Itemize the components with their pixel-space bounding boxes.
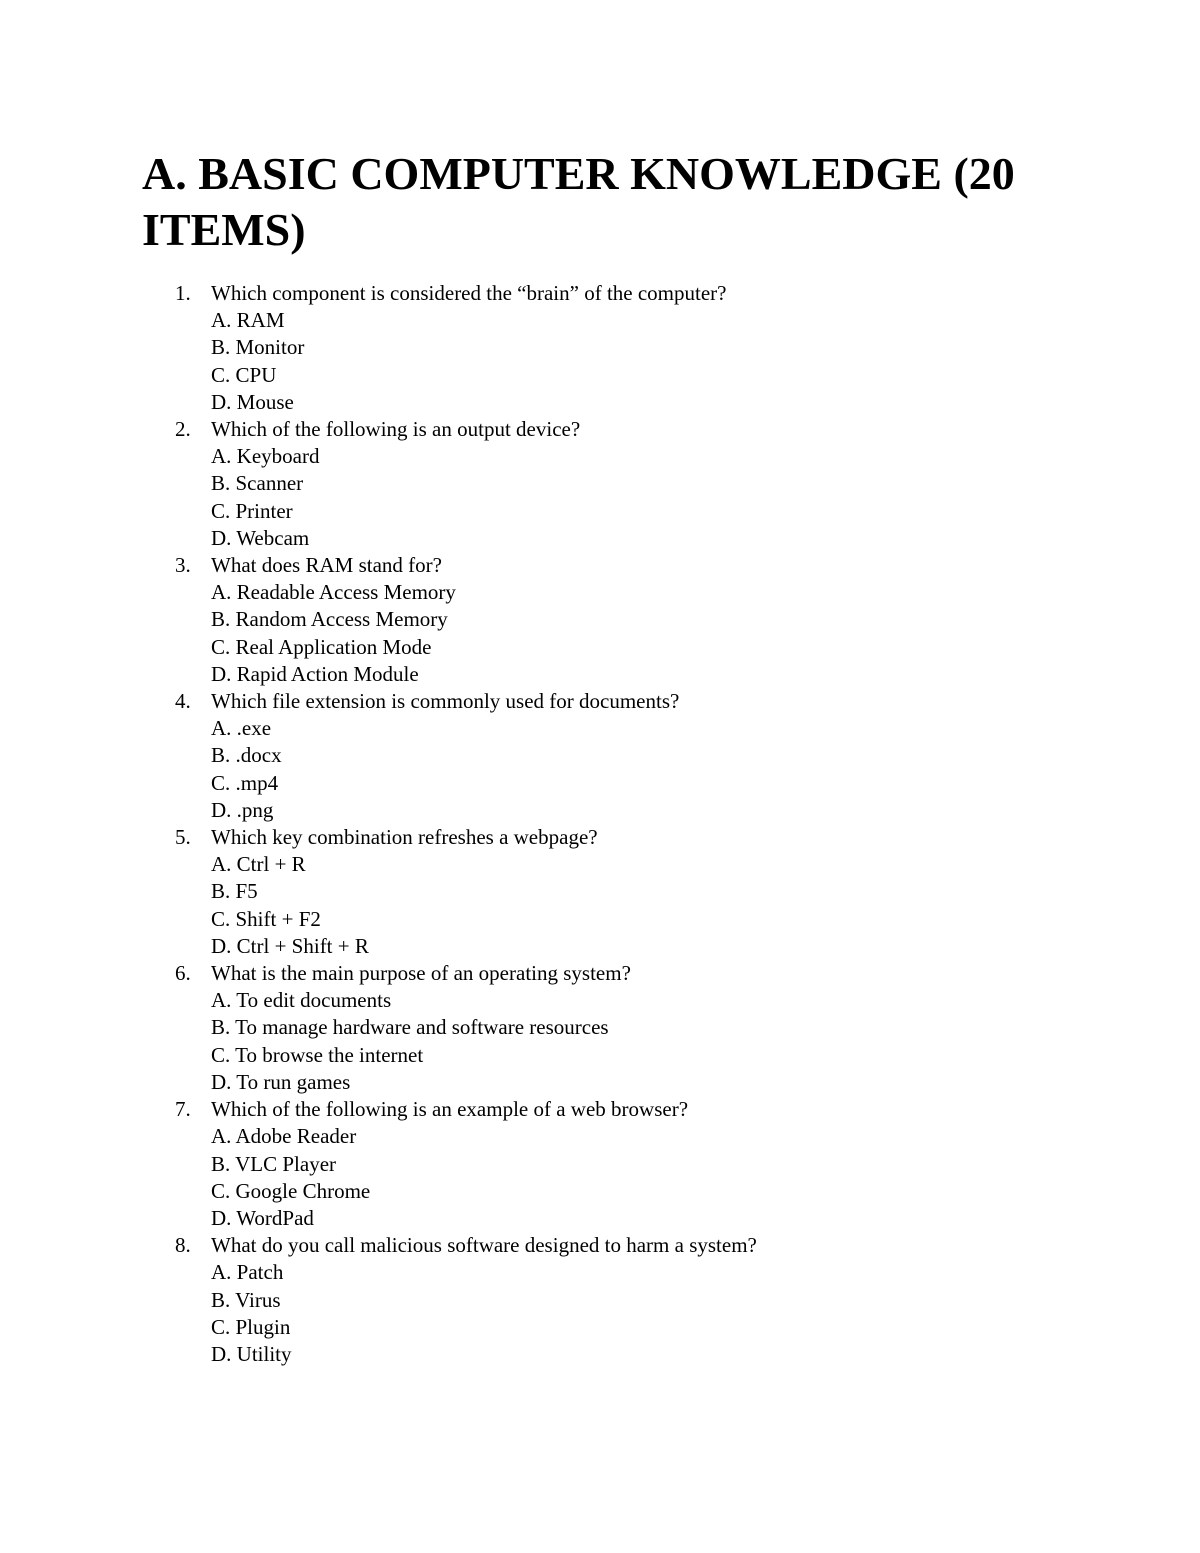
question-text: Which key combination refreshes a webpage? [211, 825, 598, 850]
answer-options [0, 1123, 1200, 1232]
answer-option: B. VLC Player [211, 1151, 337, 1176]
answer-option: B. To manage hardware and software resources [211, 1015, 609, 1040]
answer-option: A. To edit documents [211, 988, 392, 1013]
question-text: What is the main purpose of an operating system? [211, 961, 631, 986]
answer-option: D. To run games [211, 1069, 351, 1094]
question-number: 5. [175, 825, 191, 850]
answer-option: C. Plugin [211, 1314, 291, 1339]
question-item [0, 416, 1200, 552]
question-number: 6. [175, 961, 191, 986]
answer-option: C. Shift + F2 [211, 906, 321, 931]
question-number: 1. [175, 281, 191, 305]
answer-option: C. To browse the internet [211, 1042, 424, 1067]
answer-option: C. Real Application Mode [211, 634, 432, 659]
answer-option: B. Monitor [211, 335, 305, 360]
answer-options [0, 1259, 1200, 1368]
answer-option: D. Utility [211, 1341, 292, 1366]
answer-option: A. .exe [211, 716, 272, 741]
page-title: A. BASIC COMPUTER KNOWLEDGE (20 ITEMS) [142, 148, 1015, 255]
question-item [0, 1096, 1200, 1232]
question-number: 2. [175, 417, 191, 442]
question-item [0, 280, 1200, 416]
answer-option: C. CPU [211, 362, 277, 387]
question-item [0, 552, 1200, 688]
answer-option: A. Patch [211, 1260, 284, 1285]
answer-option: D. Webcam [211, 525, 310, 550]
question-item [0, 1232, 1200, 1368]
answer-options [0, 443, 1200, 552]
answer-options [0, 851, 1200, 960]
question-list [0, 280, 1200, 1368]
question-text: What do you call malicious software designed to harm a system? [211, 1233, 757, 1258]
answer-options [0, 715, 1200, 824]
question-text: Which file extension is commonly used for documents? [211, 689, 680, 714]
question-text: What does RAM stand for? [211, 553, 442, 578]
answer-option: C. Google Chrome [211, 1178, 371, 1203]
answer-options [0, 579, 1200, 688]
answer-option: D. Ctrl + Shift + R [211, 933, 369, 958]
answer-option: C. Printer [211, 498, 293, 523]
question-item [0, 960, 1200, 1096]
answer-option: B. F5 [211, 879, 258, 904]
question-number: 7. [175, 1097, 191, 1122]
answer-option: A. Ctrl + R [211, 852, 306, 877]
question-text: Which of the following is an output device? [211, 417, 581, 442]
question-number: 8. [175, 1233, 191, 1258]
answer-option: A. Adobe Reader [211, 1124, 357, 1149]
answer-option: B. Scanner [211, 471, 304, 496]
answer-option: D. WordPad [211, 1205, 314, 1230]
question-item [0, 824, 1200, 960]
question-number: 3. [175, 553, 191, 578]
question-item [0, 688, 1200, 824]
answer-option: A. RAM [211, 308, 285, 333]
answer-option: C. .mp4 [211, 770, 279, 795]
answer-option: A. Readable Access Memory [211, 580, 456, 605]
answer-option: D. Rapid Action Module [211, 661, 419, 686]
question-text: Which of the following is an example of a web browser? [211, 1097, 689, 1122]
question-number: 4. [175, 689, 191, 714]
answer-option: D. Mouse [211, 389, 294, 414]
answer-option: B. Virus [211, 1287, 281, 1312]
answer-options [0, 307, 1200, 416]
answer-option: A. Keyboard [211, 444, 320, 469]
question-text: Which component is considered the “brain” of the computer? [211, 281, 727, 305]
answer-option: B. .docx [211, 743, 282, 768]
answer-options [0, 987, 1200, 1096]
answer-option: B. Random Access Memory [211, 607, 448, 632]
answer-option: D. .png [211, 797, 274, 822]
